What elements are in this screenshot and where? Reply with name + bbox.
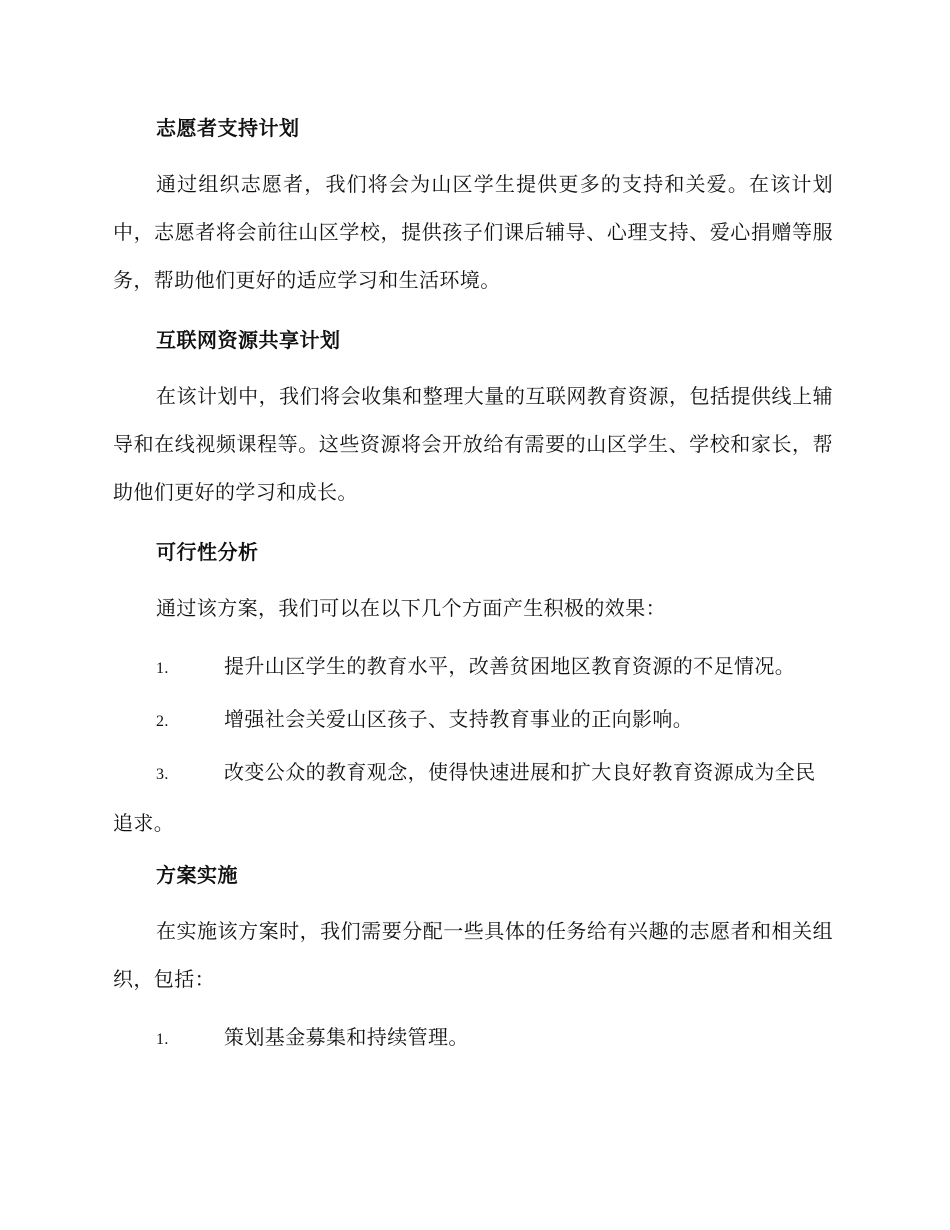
list-number: 1. — [156, 1031, 169, 1048]
document-page — [113, 110, 833, 1074]
list-number: 2. — [156, 713, 169, 730]
list-item — [113, 695, 833, 746]
list-number: 3. — [156, 766, 169, 783]
section-heading-feasibility: 可行性分析 — [156, 540, 259, 564]
section-body-volunteer: 通过组织志愿者，我们将会为山区学生提供更多的支持和关爱。在该计划中，志愿者将会前往山区学校，提供孩子们课后辅导、心理支持、爱心捐赠等服务，帮助他们更好的适应学习和生活环境。 — [113, 172, 833, 292]
list-text: 增强社会关爱山区孩子、支持教育事业的正向影响。 — [224, 707, 694, 731]
section-heading-internet: 互联网资源共享计划 — [156, 328, 341, 352]
list-text: 提升山区学生的教育水平，改善贫困地区教育资源的不足情况。 — [224, 654, 796, 678]
list-text: 改变公众的教育观念，使得快速进展和扩大良好教育资源成为全民追求。 — [113, 760, 816, 835]
list-item — [113, 642, 833, 693]
section-heading-implementation: 方案实施 — [156, 863, 238, 887]
list-item — [113, 748, 833, 847]
section-heading-volunteer: 志愿者支持计划 — [156, 116, 300, 140]
section-body-internet: 在该计划中，我们将会收集和整理大量的互联网教育资源，包括提供线上辅导和在线视频课程等。这些资源将会开放给有需要的山区学生、学校和家长，帮助他们更好的学习和成长。 — [113, 384, 833, 504]
list-text: 策划基金募集和持续管理。 — [224, 1025, 469, 1049]
section-intro-feasibility: 通过该方案，我们可以在以下几个方面产生积极的效果： — [156, 596, 666, 620]
list-number: 1. — [156, 660, 169, 677]
list-item — [113, 1013, 833, 1064]
section-intro-implementation: 在实施该方案时，我们需要分配一些具体的任务给有兴趣的志愿者和相关组织，包括： — [113, 919, 833, 991]
